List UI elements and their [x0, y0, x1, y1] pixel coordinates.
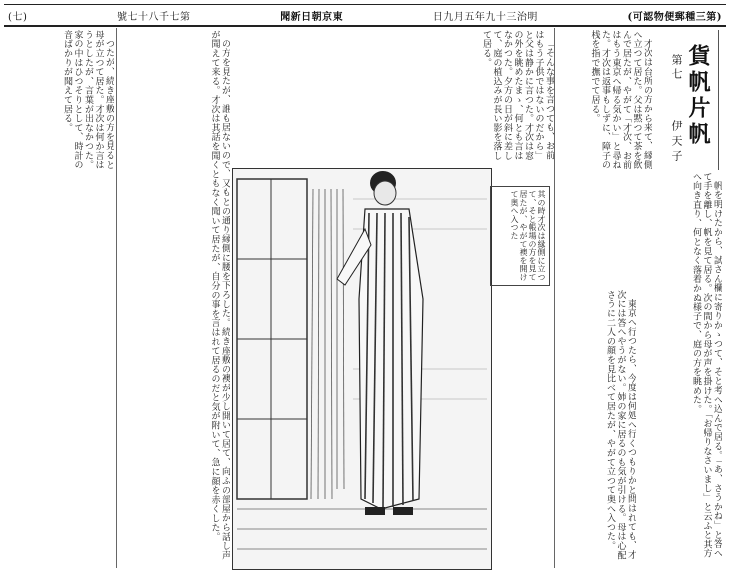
- paragraph: 東京へ行つたら、今度は何処へ行くつもりかと問はれても、才次には答へやうがない。姉の家に居るのも気が引ける。母は心配さうに二人の顔を見比べて居たが、やがて立つて奥へ入つた。: [605, 290, 636, 560]
- article-column-center: [234, 30, 554, 165]
- paragraph: 才次は台所の方から来て、縁側へ立つて居た。父は黙つて茶を飲んで居たが、やがて「才次、お前はもう東京へ帰る気かい」と尋ねた。才次は返事もしずに、障子の桟を指で撫でて居る。: [589, 30, 652, 170]
- serial-title: 貨帆片帆: [685, 44, 711, 148]
- article-column-right-lower: [556, 290, 636, 564]
- paragraph: つたが、続き座敷の方を見ると母が立つて居た。才次は何か言はうとしたが、言葉が出なかつた。家の中はひつそりとして、時計の音ばかりが聞えて居る。: [62, 30, 114, 170]
- column-divider: [554, 28, 555, 568]
- paragraph: の方を見たが、誰も居ないので、又もとの通り縁側に腰を下ろした。続き座敷の襖が少し開いて居て、向ふの部屋から話し声が聞えて来る。才次は其話を聞くともなく聞いて居たが、自分の事を言はれて居るのだと気が附いて、急に顔を赤くした。: [209, 30, 230, 560]
- author-name: 伊天子: [670, 120, 683, 165]
- serial-title-block: [654, 30, 719, 170]
- chapter-label: 第七: [670, 54, 683, 82]
- issue-date: 日九月五年九十三治明: [432, 11, 538, 23]
- column-divider: [116, 28, 117, 568]
- paper-name: 聞新日朝京東: [280, 11, 344, 23]
- article-column-left-end: [6, 30, 114, 170]
- caption-text: 其の時才次は縁側に立つて、そと帳場の方を見て居たが、やがて襖を開けて奥へ入つた: [510, 190, 546, 282]
- paragraph: 「そんな事を言つても、お前はもう子供ではないのだから」と父は静かに言つた。才次は窓の外を眺めたまゝ、何とも言はなかつた。夕方の日が斜に差して、庭の植込みが長い影を落して居る。: [481, 30, 554, 161]
- illustration-caption: [490, 186, 550, 286]
- article-column-right-top: [560, 30, 652, 170]
- paragraph: 帆を明けたから、試さん欄に寄りかゝつて、そと考へ込んで居る。「あ、さうかね」と答へて手を離し、帆を見て居る。次の間から母が声を掛けた。「お帰りなさいまし」と云ふと其方へ向き直り、何となく落着かぬ様子で、庭の方を眺めた。: [691, 172, 722, 559]
- page-number: (七): [8, 11, 28, 23]
- article-column-right: [640, 172, 722, 564]
- masthead: [4, 4, 726, 27]
- illustration-figure: [233, 169, 491, 569]
- article-column-left: [118, 30, 230, 564]
- issue-number: 號七十八千七第: [117, 11, 191, 23]
- class-note: (可認物便郵種三第): [627, 11, 722, 23]
- serial-illustration: [232, 168, 492, 570]
